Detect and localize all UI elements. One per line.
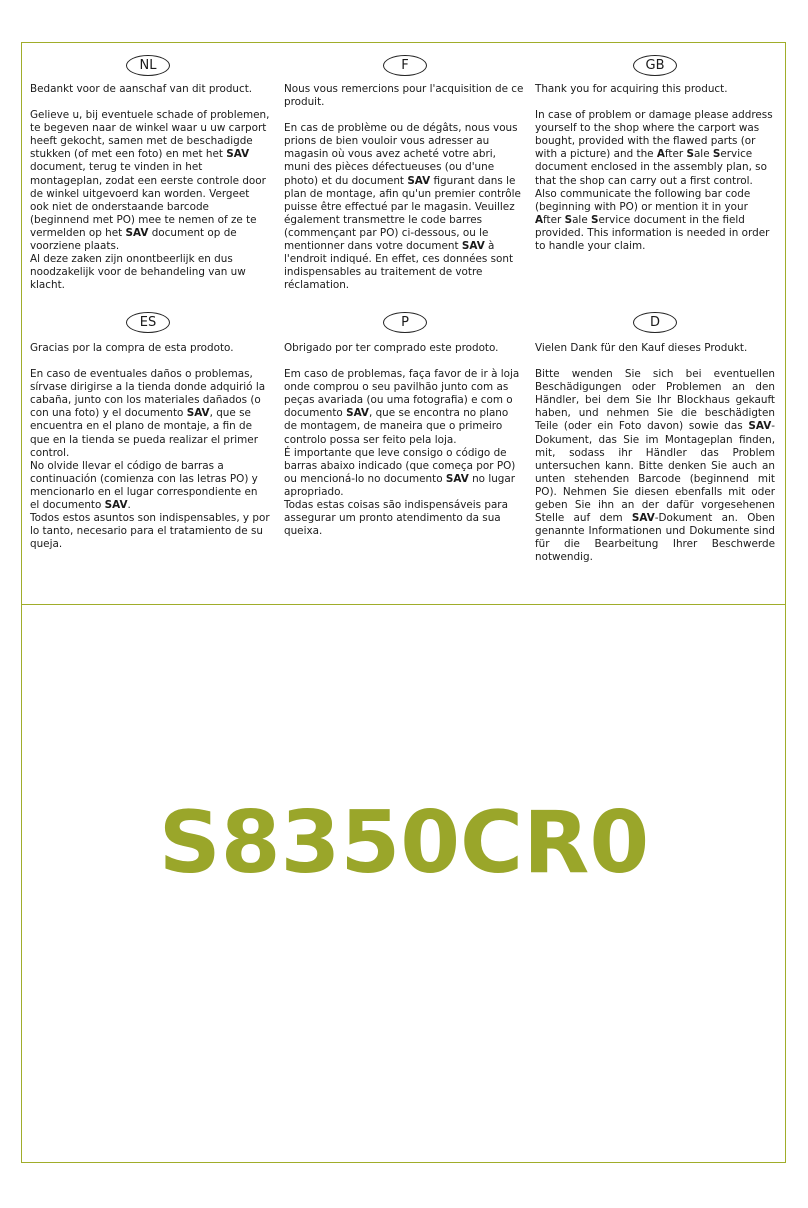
text-block-p	[284, 342, 524, 538]
paragraph-nl-1: Gelieve u, bij eventuele schade of problemen, te begeven naar de winkel waar u uw carport heeft gekocht, samen met de beschadigde stukken (of met een foto) en met het SAV document, terug te vinden in het montageplan, zodat een eerste controle door de winkel uitgevoerd kan worden. Vergeet ook niet de onderstaande barcode (beginnend met PO) mee te nemen of ze te vermelden op het SAV document op de voorziene plaats.	[30, 109, 270, 253]
paragraph-es-3: Todos estos asuntos son indispensables, y por lo tanto, necesario para el tratamiento de su queja.	[30, 512, 270, 551]
language-badge-nl: NL	[126, 55, 170, 76]
thanks-es: Gracias por la compra de esta prodoto.	[30, 342, 234, 354]
paragraph-nl-3: Al deze zaken zijn onontbeerlijk en dus noodzakelijk voor de behandeling van uw klacht.	[30, 253, 246, 292]
text-block-nl	[30, 83, 270, 292]
language-badge-p: P	[383, 312, 427, 333]
thanks-nl: Bedankt voor de aanschaf van dit product.	[30, 83, 253, 95]
language-badge-d: D	[633, 312, 677, 333]
thanks-p: Obrigado por ter comprado este prodoto.	[284, 342, 499, 354]
paragraph-es-2: No olvide llevar el código de barras a continuación (comienza con las letras PO) y mencionarlo en el lugar correspondiente en el documento SAV.	[30, 459, 258, 512]
section-divider	[22, 604, 785, 605]
model-code: S8350CR0	[158, 793, 650, 893]
thanks-f: Nous vous remercions pour l'acquisition de ce produit.	[284, 83, 524, 109]
thanks-gb: Thank you for acquiring this product.	[535, 83, 728, 95]
paragraph-p-1: Em caso de problemas, faça favor de ir à loja onde comprou o seu pavilhão junto com as peças avariada (ou uma fotografia) e com o documento SAV, que se encontra no plano de montagem, de maneira que o primeiro controlo possa ser feito pela loja.	[284, 368, 520, 446]
paragraph-d-1: Bitte wenden Sie sich bei eventuellen Beschädigungen oder Problemen an den Händler, bei dem Sie Ihr Blockhaus gekauft haben, und nehmen Sie die beschädigten Teile (oder ein Foto davon) sowie das SAV-Dokument, das Sie im Montageplan finden, mit, sodass ihr Händler das Problem untersuchen kann. Bitte denken Sie auch an unten stehenden Barcode (beginnend mit PO). Nehmen Sie diesen ebenfalls mit oder geben Sie ihn an der dafür vorgesehenen Stelle auf dem SAV-Dokument an. Oben genannte Informationen und Dokumente sind für die Bearbeitung Ihrer Beschwerde notwendig.	[535, 368, 775, 564]
thanks-d: Vielen Dank für den Kauf dieses Produkt.	[535, 342, 748, 354]
text-block-es	[30, 342, 270, 551]
language-badge-f: F	[383, 55, 427, 76]
language-badge-gb: GB	[633, 55, 677, 76]
text-block-gb	[535, 83, 775, 253]
text-block-d	[535, 342, 775, 565]
language-badge-es: ES	[126, 312, 170, 333]
text-block-f	[284, 83, 524, 292]
paragraph-p-3: Todas estas coisas são indispensáveis para assegurar um pronto atendimento da sua queixa.	[284, 499, 508, 538]
paragraph-f-1: En cas de problème ou de dégâts, nous vous prions de bien vouloir vous adresser au magasin où vous avez acheté votre abri, muni des pièces défectueuses (ou d'une photo) et du document SAV figurant dans le plan de montage, afin qu'un premier contrôle puisse être effectué par le magasin. Veuillez également transmettre le code barres (commençant par PO) ci-dessous, ou le mentionner dans votre document SAV à l'endroit indiqué. En effet, ces données sont indispensables au traitement de votre réclamation.	[284, 122, 521, 292]
paragraph-es-1: En caso de eventuales daños o problemas, sírvase dirigirse a la tienda donde adquirió la cabaña, junto con los materiales dañados (o con una foto) y el documento SAV, que se encuentra en el plano de montaje, a fin de que en la tienda se pueda realizar el primer control.	[30, 368, 266, 459]
paragraph-p-2: É importante que leve consigo o código de barras abaixo indicado (que começa por PO) ou mencioná-lo no documento SAV no lugar apropriado.	[284, 446, 516, 498]
paragraph-gb-1: In case of problem or damage please address yourself to the shop where the carport was bought, provided with the flawed parts (or with a picture) and the After Sale Service document enclosed in the assembly plan, so that the shop can carry out a first control. Also communicate the following bar code (beginning with PO) or mention it in your After Sale Service document in the field provided. This information is needed in order to handle your claim.	[535, 109, 773, 253]
